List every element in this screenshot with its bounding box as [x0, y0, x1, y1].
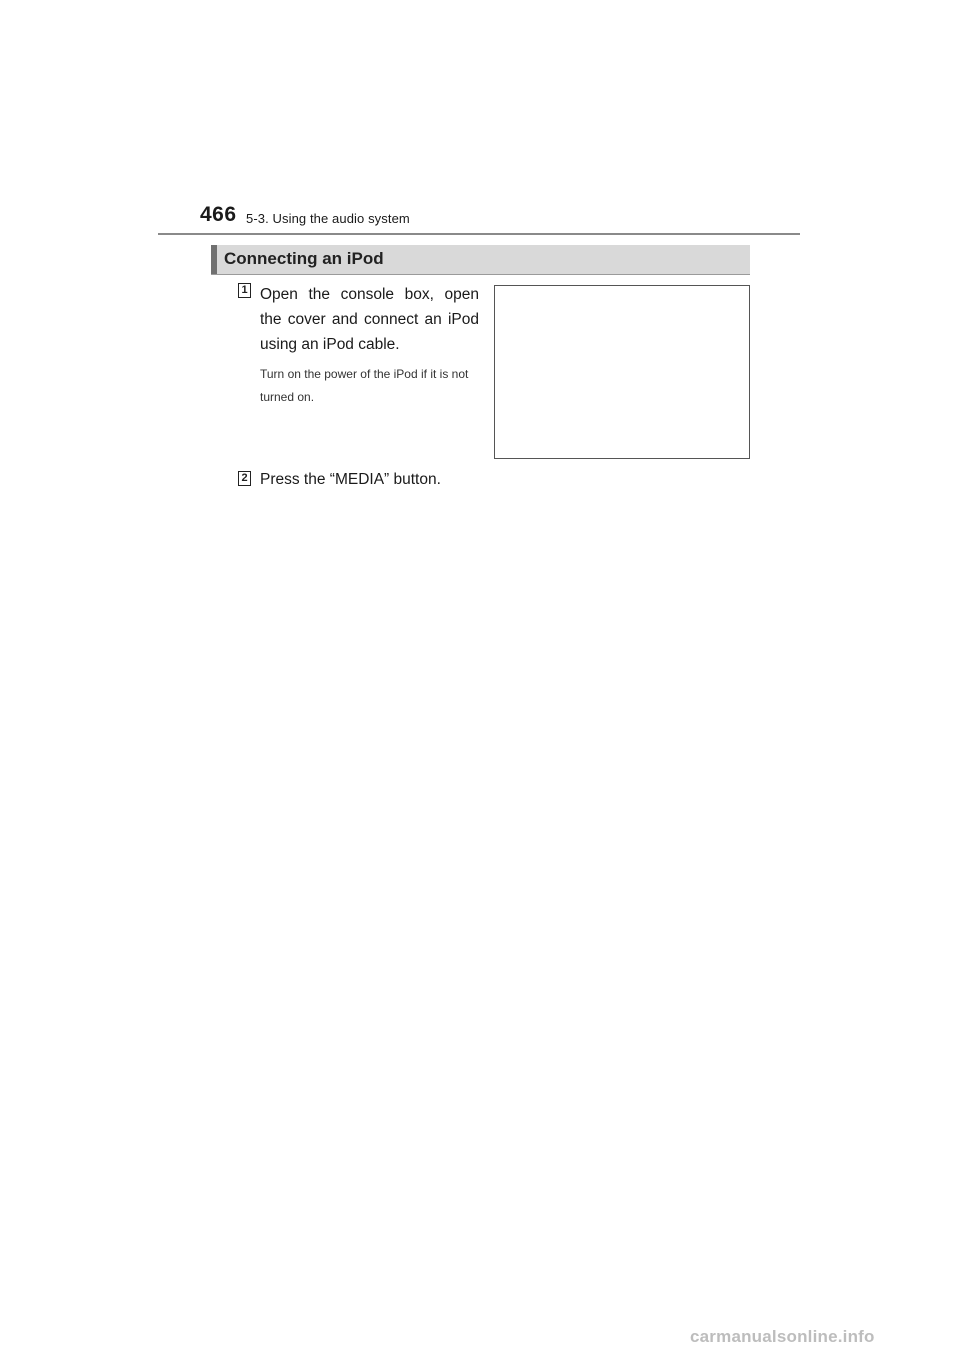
step-2-number-badge: 2 [238, 471, 251, 486]
step-1-number-badge: 1 [238, 283, 251, 298]
section-title-bar [211, 245, 750, 275]
watermark: carmanualsonline.info [690, 1327, 875, 1346]
step-2-instruction: Press the “MEDIA” button. [260, 471, 441, 488]
section-header: 5-3. Using the audio system [246, 211, 410, 226]
header-divider [158, 233, 800, 235]
page-number: 466 [200, 203, 237, 226]
step-1-note: Turn on the power of the iPod if it is not turned on. [260, 367, 469, 404]
section-title-accent [211, 245, 217, 274]
step-1-instruction: Open the console box, open the cover and connect an iPod using an iPod cable. [260, 286, 479, 353]
illustration-frame [494, 285, 750, 459]
section-title: Connecting an iPod [224, 249, 384, 268]
